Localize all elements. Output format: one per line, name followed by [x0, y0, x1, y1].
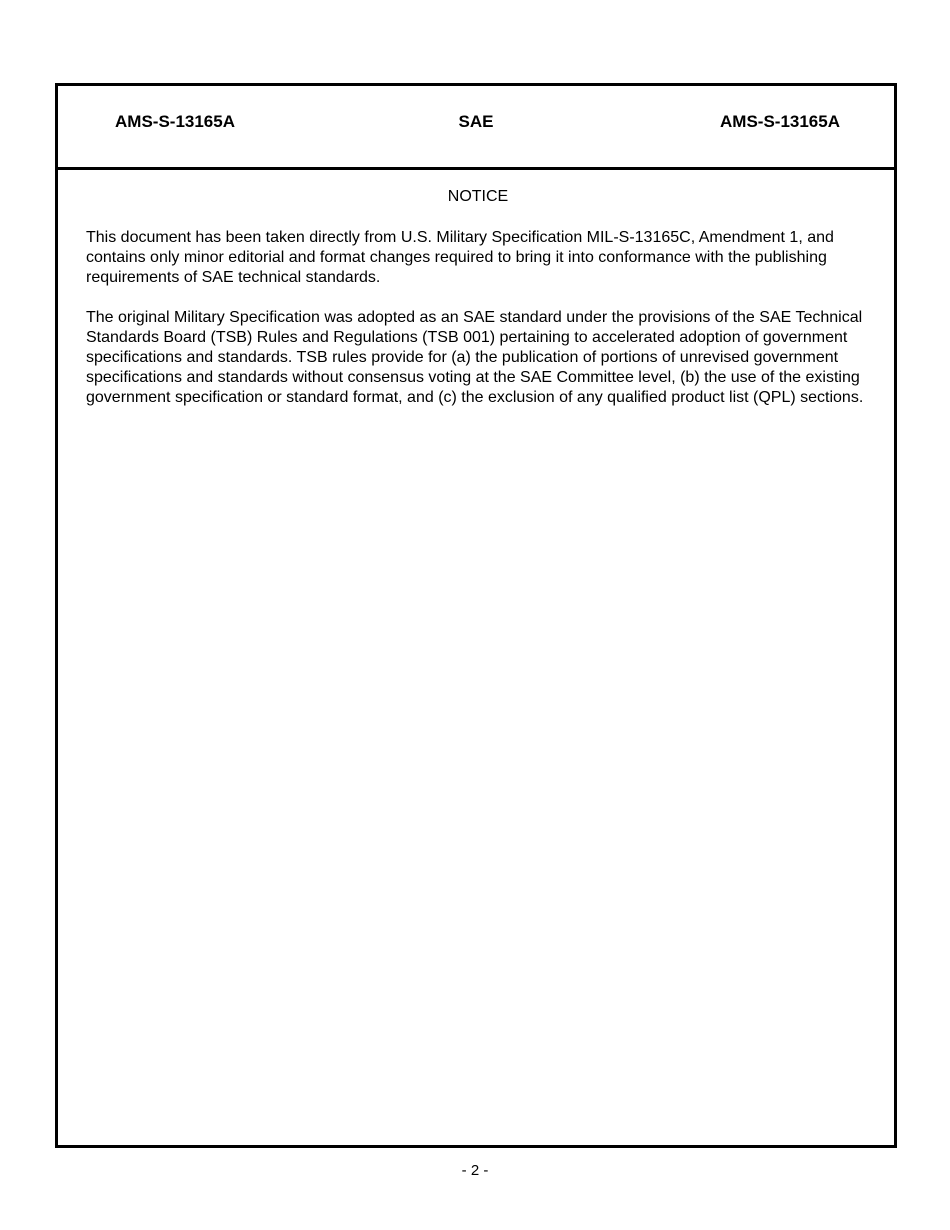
- notice-section: [86, 187, 870, 428]
- page-frame: [55, 83, 897, 1148]
- notice-title: NOTICE: [447, 188, 509, 205]
- header-organization: SAE: [458, 112, 494, 131]
- header-document-id-left: AMS-S-13165A: [115, 112, 235, 131]
- notice-paragraph: This document has been taken directly from U.S. Military Specification MIL-S-13165C, Amendment 1, and contains only minor editorial and format changes required to bring it into conformance with the publishing requirements of SAE technical standards.: [86, 229, 834, 286]
- notice-paragraph: The original Military Specification was adopted as an SAE standard under the provisions of the SAE Technical Standards Board (TSB) Rules and Regulations (TSB 001) pertaining to accelerated adoption of government specifications and standards. TSB rules provide for (a) the publication of portions of unrevised government specifications and standards without consensus voting at the SAE Committee level, (b) the use of the existing government specification or standard format, and (c) the exclusion of any qualified product list (QPL) sections.: [86, 309, 864, 406]
- page-number: - 2 -: [461, 1162, 489, 1179]
- header-document-id-right: AMS-S-13165A: [720, 112, 840, 131]
- document-header: [58, 86, 894, 170]
